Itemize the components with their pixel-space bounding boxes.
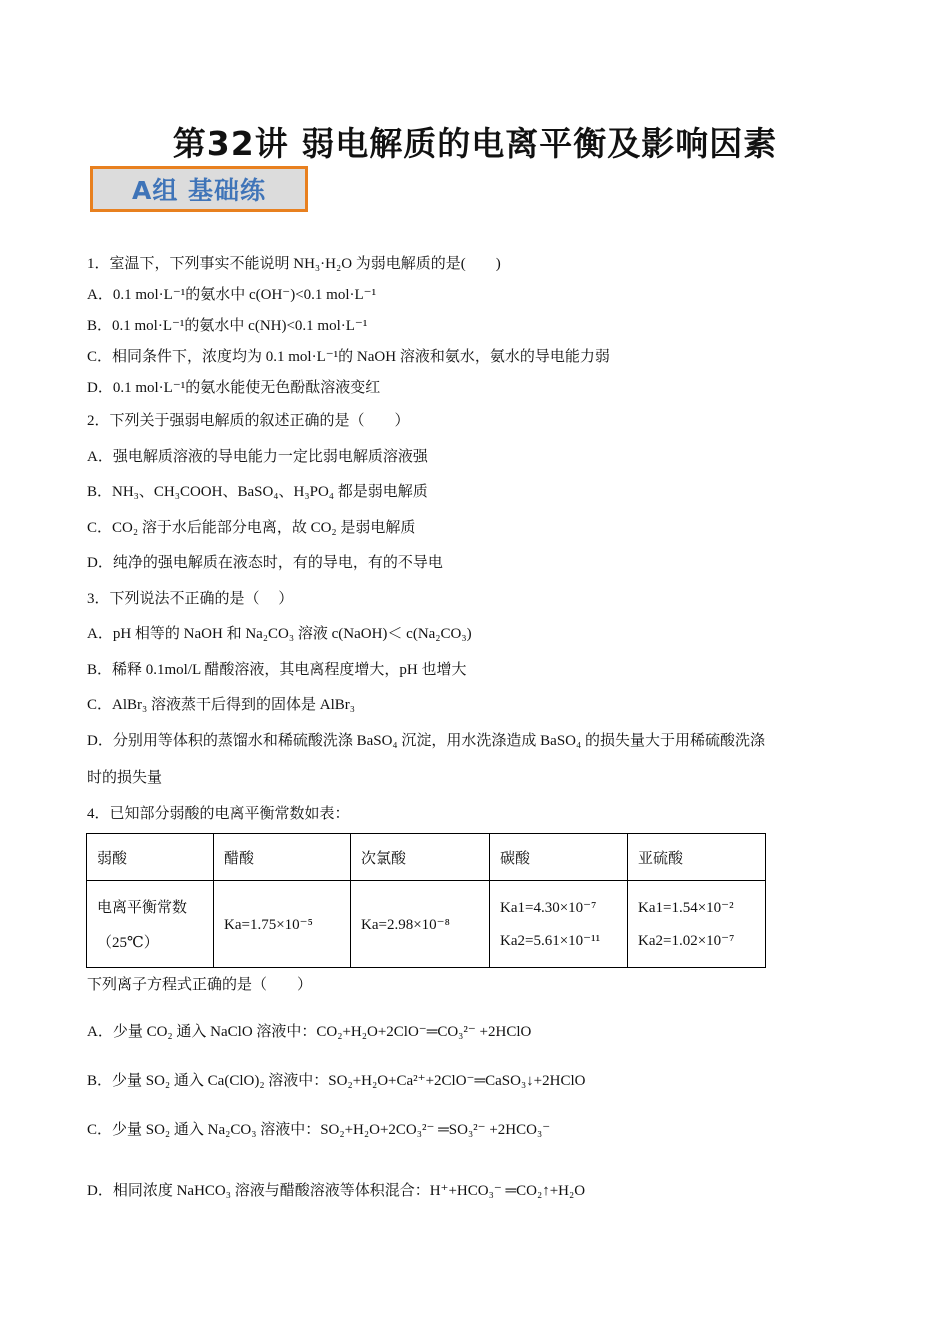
q2-option-b: B．NH₃、CH₃COOH、BaSO₄、H₃PO₄ 都是弱电解质 (87, 484, 428, 500)
row-label-line-2: （25℃） (97, 935, 159, 951)
sulfurous-ka2: Ka2=1.02×10⁻⁷ (638, 933, 735, 949)
q1-option-b: B．0.1 mol·L⁻¹的氨水中 c(NH)<0.1 mol·L⁻¹ (87, 318, 368, 334)
table-header-row (87, 834, 766, 881)
q4-after-table: 下列离子方程式正确的是（ ） (87, 977, 313, 993)
q3-option-c: C．AlBr₃ 溶液蒸干后得到的固体是 AlBr₃ (87, 697, 355, 713)
q1-option-a: A．0.1 mol·L⁻¹的氨水中 c(OH⁻)<0.1 mol·L⁻¹ (87, 287, 377, 303)
q1-option-c: C．相同条件下，浓度均为 0.1 mol·L⁻¹的 NaOH 溶液和氨水，氨水的导电能力弱 (87, 349, 610, 365)
q2-option-c: C．CO₂ 溶于水后能部分电离，故 CO₂ 是弱电解质 (87, 520, 416, 536)
sulfurous-acid-ka (628, 881, 766, 968)
ionization-constant-table (86, 833, 766, 968)
q4-stem: 4．已知部分弱酸的电离平衡常数如表： (87, 806, 350, 822)
q4-option-c: C．少量 SO₂ 通入 Na₂CO₃ 溶液中：SO₂+H₂O+2CO₃²⁻ ═SO₃²⁻ +2HCO₃⁻ (87, 1122, 551, 1138)
table-row-label (87, 881, 214, 968)
carbonic-ka1: Ka1=4.30×10⁻⁷ (500, 900, 597, 916)
table-header-cell: 醋酸 (214, 834, 351, 881)
q2-option-a: A．强电解质溶液的导电能力一定比弱电解质溶液强 (87, 449, 428, 465)
table-header-cell: 碳酸 (490, 834, 628, 881)
q4-option-b: B．少量 SO₂ 通入 Ca(ClO)₂ 溶液中：SO₂+H₂O+Ca²⁺+2ClO⁻═CaSO₃↓+2HClO (87, 1073, 586, 1089)
section-banner-label: A组 基础练 (131, 176, 267, 205)
table-header-cell: 次氯酸 (351, 834, 490, 881)
q1-stem: 1．室温下，下列事实不能说明 NH₃·H₂O 为弱电解质的是( ) (87, 256, 501, 272)
table-row (87, 881, 766, 968)
sulfurous-ka1: Ka1=1.54×10⁻² (638, 900, 734, 916)
q1-option-d: D．0.1 mol·L⁻¹的氨水能使无色酚酞溶液变红 (87, 380, 381, 396)
q2-option-d: D．纯净的强电解质在液态时，有的导电，有的不导电 (87, 555, 443, 571)
section-banner (90, 166, 308, 212)
q3-option-d-cont: 时的损失量 (87, 770, 163, 786)
carbonic-ka2: Ka2=5.61×10⁻¹¹ (500, 933, 601, 949)
row-label-line-1: 电离平衡常数 (97, 900, 188, 916)
table-header-cell: 弱酸 (87, 834, 214, 881)
acetic-acid-ka: Ka=1.75×10⁻⁵ (214, 881, 351, 968)
q3-stem: 3．下列说法不正确的是（ ） (87, 591, 294, 607)
q3-option-d: D．分别用等体积的蒸馏水和稀硫酸洗涤 BaSO₄ 沉淀，用水洗涤造成 BaSO₄ 的损失量大于用稀硫酸洗涤 (87, 733, 765, 749)
carbonic-acid-ka (490, 881, 628, 968)
q2-stem: 2．下列关于强弱电解质的叙述正确的是（ ） (87, 413, 410, 429)
page-title: 第32讲 弱电解质的电离平衡及影响因素 (172, 124, 778, 163)
q3-option-a: A．pH 相等的 NaOH 和 Na₂CO₃ 溶液 c(NaOH)＜ c(Na₂CO₃) (87, 626, 472, 642)
table-header-cell: 亚硫酸 (628, 834, 766, 881)
hypochlorous-acid-ka: Ka=2.98×10⁻⁸ (351, 881, 490, 968)
q4-option-a: A．少量 CO₂ 通入 NaClO 溶液中：CO₂+H₂O+2ClO⁻═CO₃²⁻ +2HClO (87, 1024, 532, 1040)
q3-option-b: B．稀释 0.1mol/L 醋酸溶液，其电离程度增大，pH 也增大 (87, 662, 467, 678)
q4-option-d: D．相同浓度 NaHCO₃ 溶液与醋酸溶液等体积混合：H⁺+HCO₃⁻ ═CO₂↑+H₂O (87, 1183, 586, 1199)
